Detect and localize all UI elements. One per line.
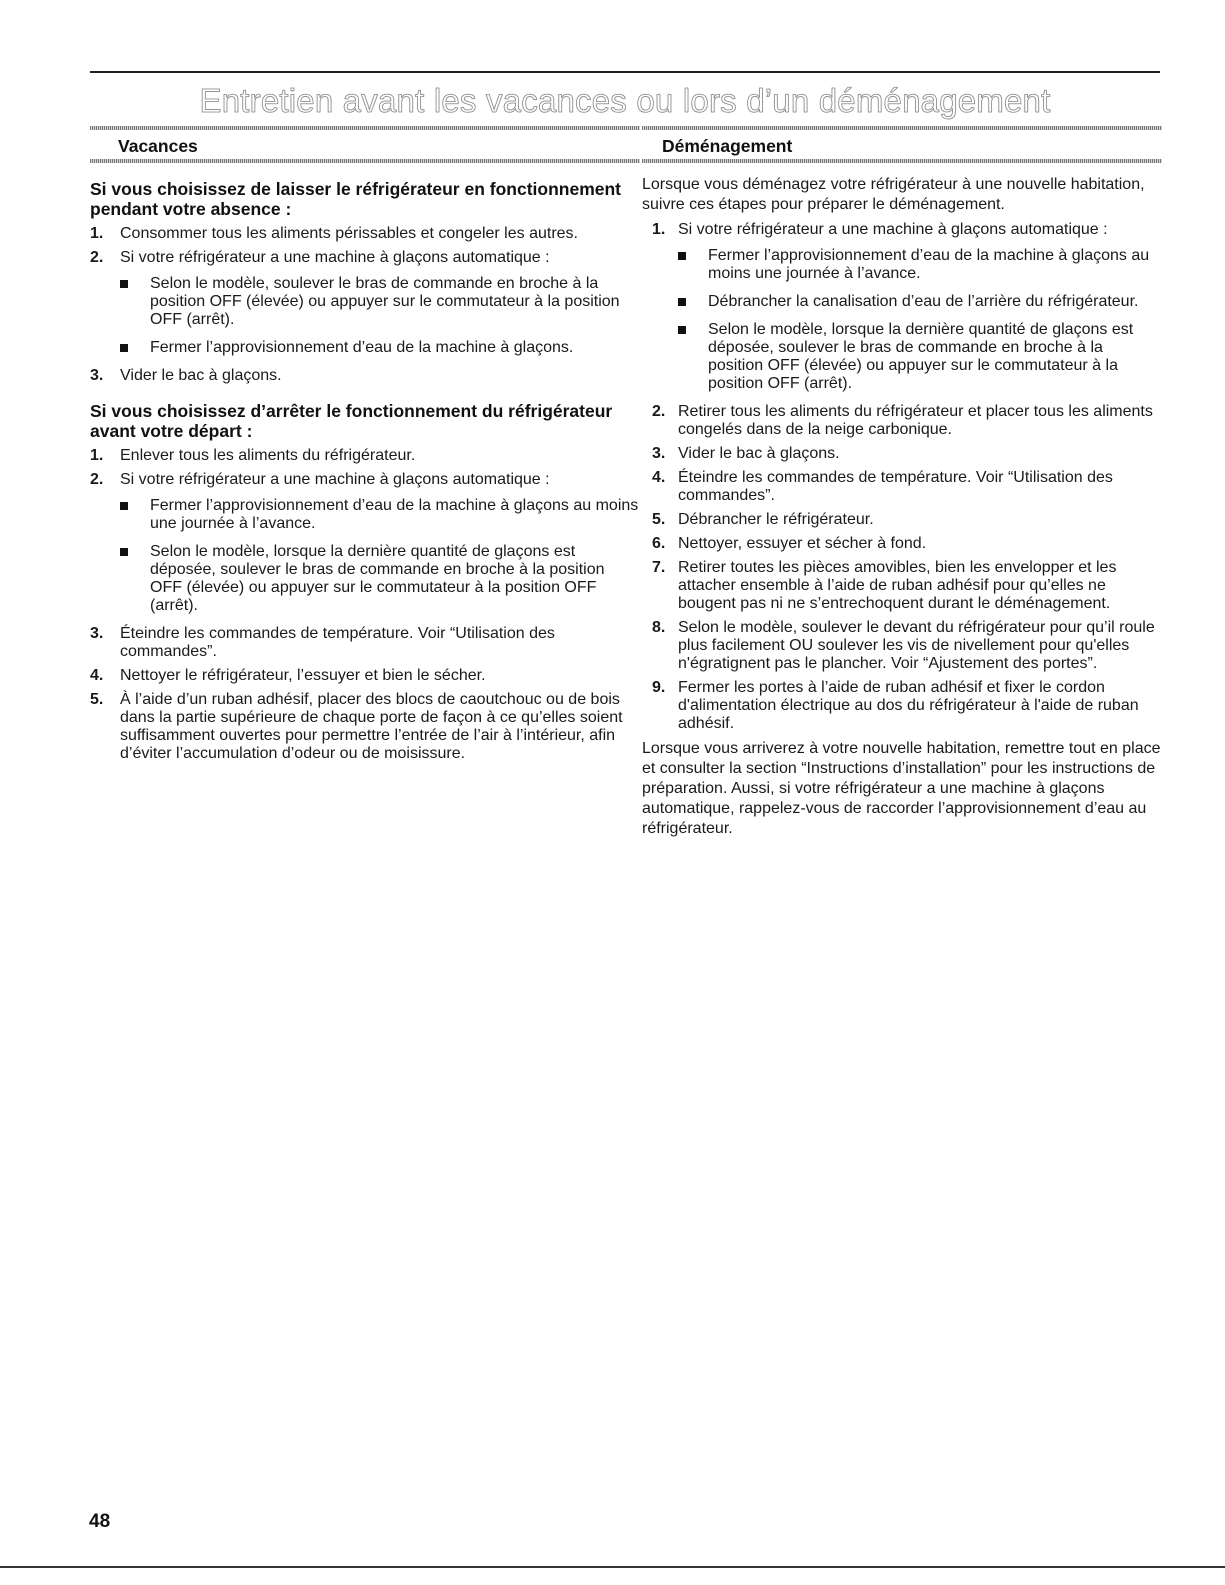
list-item: 1. Enlever tous les aliments du réfrigérateur. <box>90 447 416 464</box>
vacances-subheading-stop: Si vous choisissez d’arrêter le fonctionnement du réfrigérateur avant votre départ : <box>90 401 613 441</box>
bullet-item: Selon le modèle, lorsque la dernière quantité de glaçons est déposée, soulever le bras de commande en broche à la position OFF (élevée) ou appuyer sur le commutateur à la position OFF (arrêt). <box>678 321 1162 393</box>
bullet-square-icon <box>678 326 686 334</box>
list-item: 2. Retirer tous les aliments du réfrigérateur et placer tous les aliments congelés dans de la neige carbonique. <box>652 403 1153 438</box>
list-item: 4. Éteindre les commandes de température. Voir “Utilisation des commandes”. <box>652 469 1113 504</box>
bullet-item: Fermer l’approvisionnement d’eau de la machine à glaçons. <box>120 339 640 357</box>
demenagement-outro: Lorsque vous arriverez à votre nouvelle habitation, remettre tout en place et consulter la section “Instructions d’installation” pour les instructions de préparation. Aussi, si votre réfrigérateur a une machine à glaçons automatique, rappelez-vous de raccorder l’approvisionnement d’eau au réfrigérateur. <box>642 740 1161 837</box>
list-item: 8. Selon le modèle, soulever le devant du réfrigérateur pour qu’il roule plus facilement OU soulever les vis de nivellement pour qu'elles n'égratignent pas le plancher. Voir “Ajustement des portes”. <box>652 619 1155 672</box>
bullet-item: Débrancher la canalisation d’eau de l’arrière du réfrigérateur. <box>678 293 1162 311</box>
page-title: Entretien avant les vacances ou lors d’un déménagement <box>199 82 1051 119</box>
bullet-square-icon <box>120 502 128 510</box>
bullet-square-icon <box>120 280 128 288</box>
vacances-subheading-keep-running: Si vous choisissez de laisser le réfrigérateur en fonctionnement pendant votre absence : <box>90 179 622 219</box>
demenagement-heading: Déménagement <box>642 126 1162 163</box>
list-item: 7. Retirer toutes les pièces amovibles, bien les envelopper et les attacher ensemble à l’aide de ruban adhésif pour qu’elles ne bougent pas ni ne s’entrechoquent durant le déménagement. <box>652 559 1117 612</box>
bullet-square-icon <box>120 548 128 556</box>
bullet-item: Fermer l’approvisionnement d’eau de la machine à glaçons au moins une journée à l’avance. <box>120 497 640 533</box>
list-item: 1. Consommer tous les aliments périssables et congeler les autres. <box>90 225 578 242</box>
bullet-item: Selon le modèle, lorsque la dernière quantité de glaçons est déposée, soulever le bras de commande en broche à la position OFF (élevée) ou appuyer sur le commutateur à la position OFF (arrêt). <box>120 543 640 615</box>
list-item: 6. Nettoyer, essuyer et sécher à fond. <box>652 535 927 552</box>
list-item: 9. Fermer les portes à l’aide de ruban adhésif et fixer le cordon d'alimentation électrique au dos du réfrigérateur à l'aide de ruban adhésif. <box>652 679 1139 732</box>
top-rule <box>90 71 1160 73</box>
bullet-square-icon <box>678 298 686 306</box>
list-item: 2. Si votre réfrigérateur a une machine à glaçons automatique : Fermer l’approvisionnement d’eau de la machine à glaçons au moins une journée à l’avance. Selon le modèle, lorsque la dernière quantité de glaçons est déposée, soulever le bras de commande en broche à la position OFF (élevée) ou appuyer sur le commutateur à la position OFF (arrêt). <box>90 471 639 614</box>
list-item: 1. Si votre réfrigérateur a une machine à glaçons automatique : Fermer l’approvisionnement d’eau de la machine à glaçons au moins une journée à l’avance. Débrancher la canalisation d’eau de l’arrière du réfrigérateur. Selon le modèle, lorsque la dernière quantité de glaçons est déposée, soulever le bras de commande en broche à la position OFF (élevée) ou appuyer sur le commutateur à la position OFF (arrêt). <box>642 221 1162 393</box>
keep-running-steps <box>90 225 640 385</box>
bullet-list <box>120 497 640 615</box>
bullet-square-icon <box>678 252 686 260</box>
list-item: 5. À l’aide d’un ruban adhésif, placer des blocs de caoutchouc ou de bois dans la partie supérieure de chaque porte de façon à ce qu’elles soient suffisamment ouvertes pour permettre l’entrée de l’air à l’intérieur, afin d’éviter l’accumulation d’odeur ou de moisissure. <box>90 691 623 762</box>
list-item: 3. Vider le bac à glaçons. <box>90 367 282 384</box>
bullet-item: Selon le modèle, soulever le bras de commande en broche à la position OFF (élevée) ou appuyer sur le commutateur à la position OFF (arrêt). <box>120 275 640 329</box>
vacances-heading: Vacances <box>90 126 640 163</box>
vacances-column <box>90 126 640 769</box>
demenagement-intro: Lorsque vous déménagez votre réfrigérateur à une nouvelle habitation, suivre ces étapes pour préparer le déménagement. <box>642 176 1145 213</box>
bullet-list <box>120 275 640 357</box>
list-item: 3. Éteindre les commandes de température. Voir “Utilisation des commandes”. <box>90 625 555 660</box>
demenagement-column <box>642 126 1162 839</box>
list-item: 3. Vider le bac à glaçons. <box>652 445 840 462</box>
bullet-item: Fermer l’approvisionnement d’eau de la machine à glaçons au moins une journée à l’avance. <box>678 247 1162 283</box>
list-item: 5. Débrancher le réfrigérateur. <box>652 511 874 528</box>
bottom-rule <box>0 1566 1225 1568</box>
list-item: 4. Nettoyer le réfrigérateur, l’essuyer et bien le sécher. <box>90 667 486 684</box>
list-item: 2. Si votre réfrigérateur a une machine à glaçons automatique : Selon le modèle, soulever le bras de commande en broche à la position OFF (élevée) ou appuyer sur le commutateur à la position OFF (arrêt). Fermer l’approvisionnement d’eau de la machine à glaçons. <box>90 249 640 357</box>
stop-steps <box>90 447 640 763</box>
page-number: 48 <box>89 1511 111 1532</box>
bullet-list <box>678 247 1162 393</box>
bullet-square-icon <box>120 344 128 352</box>
moving-steps <box>642 221 1162 733</box>
